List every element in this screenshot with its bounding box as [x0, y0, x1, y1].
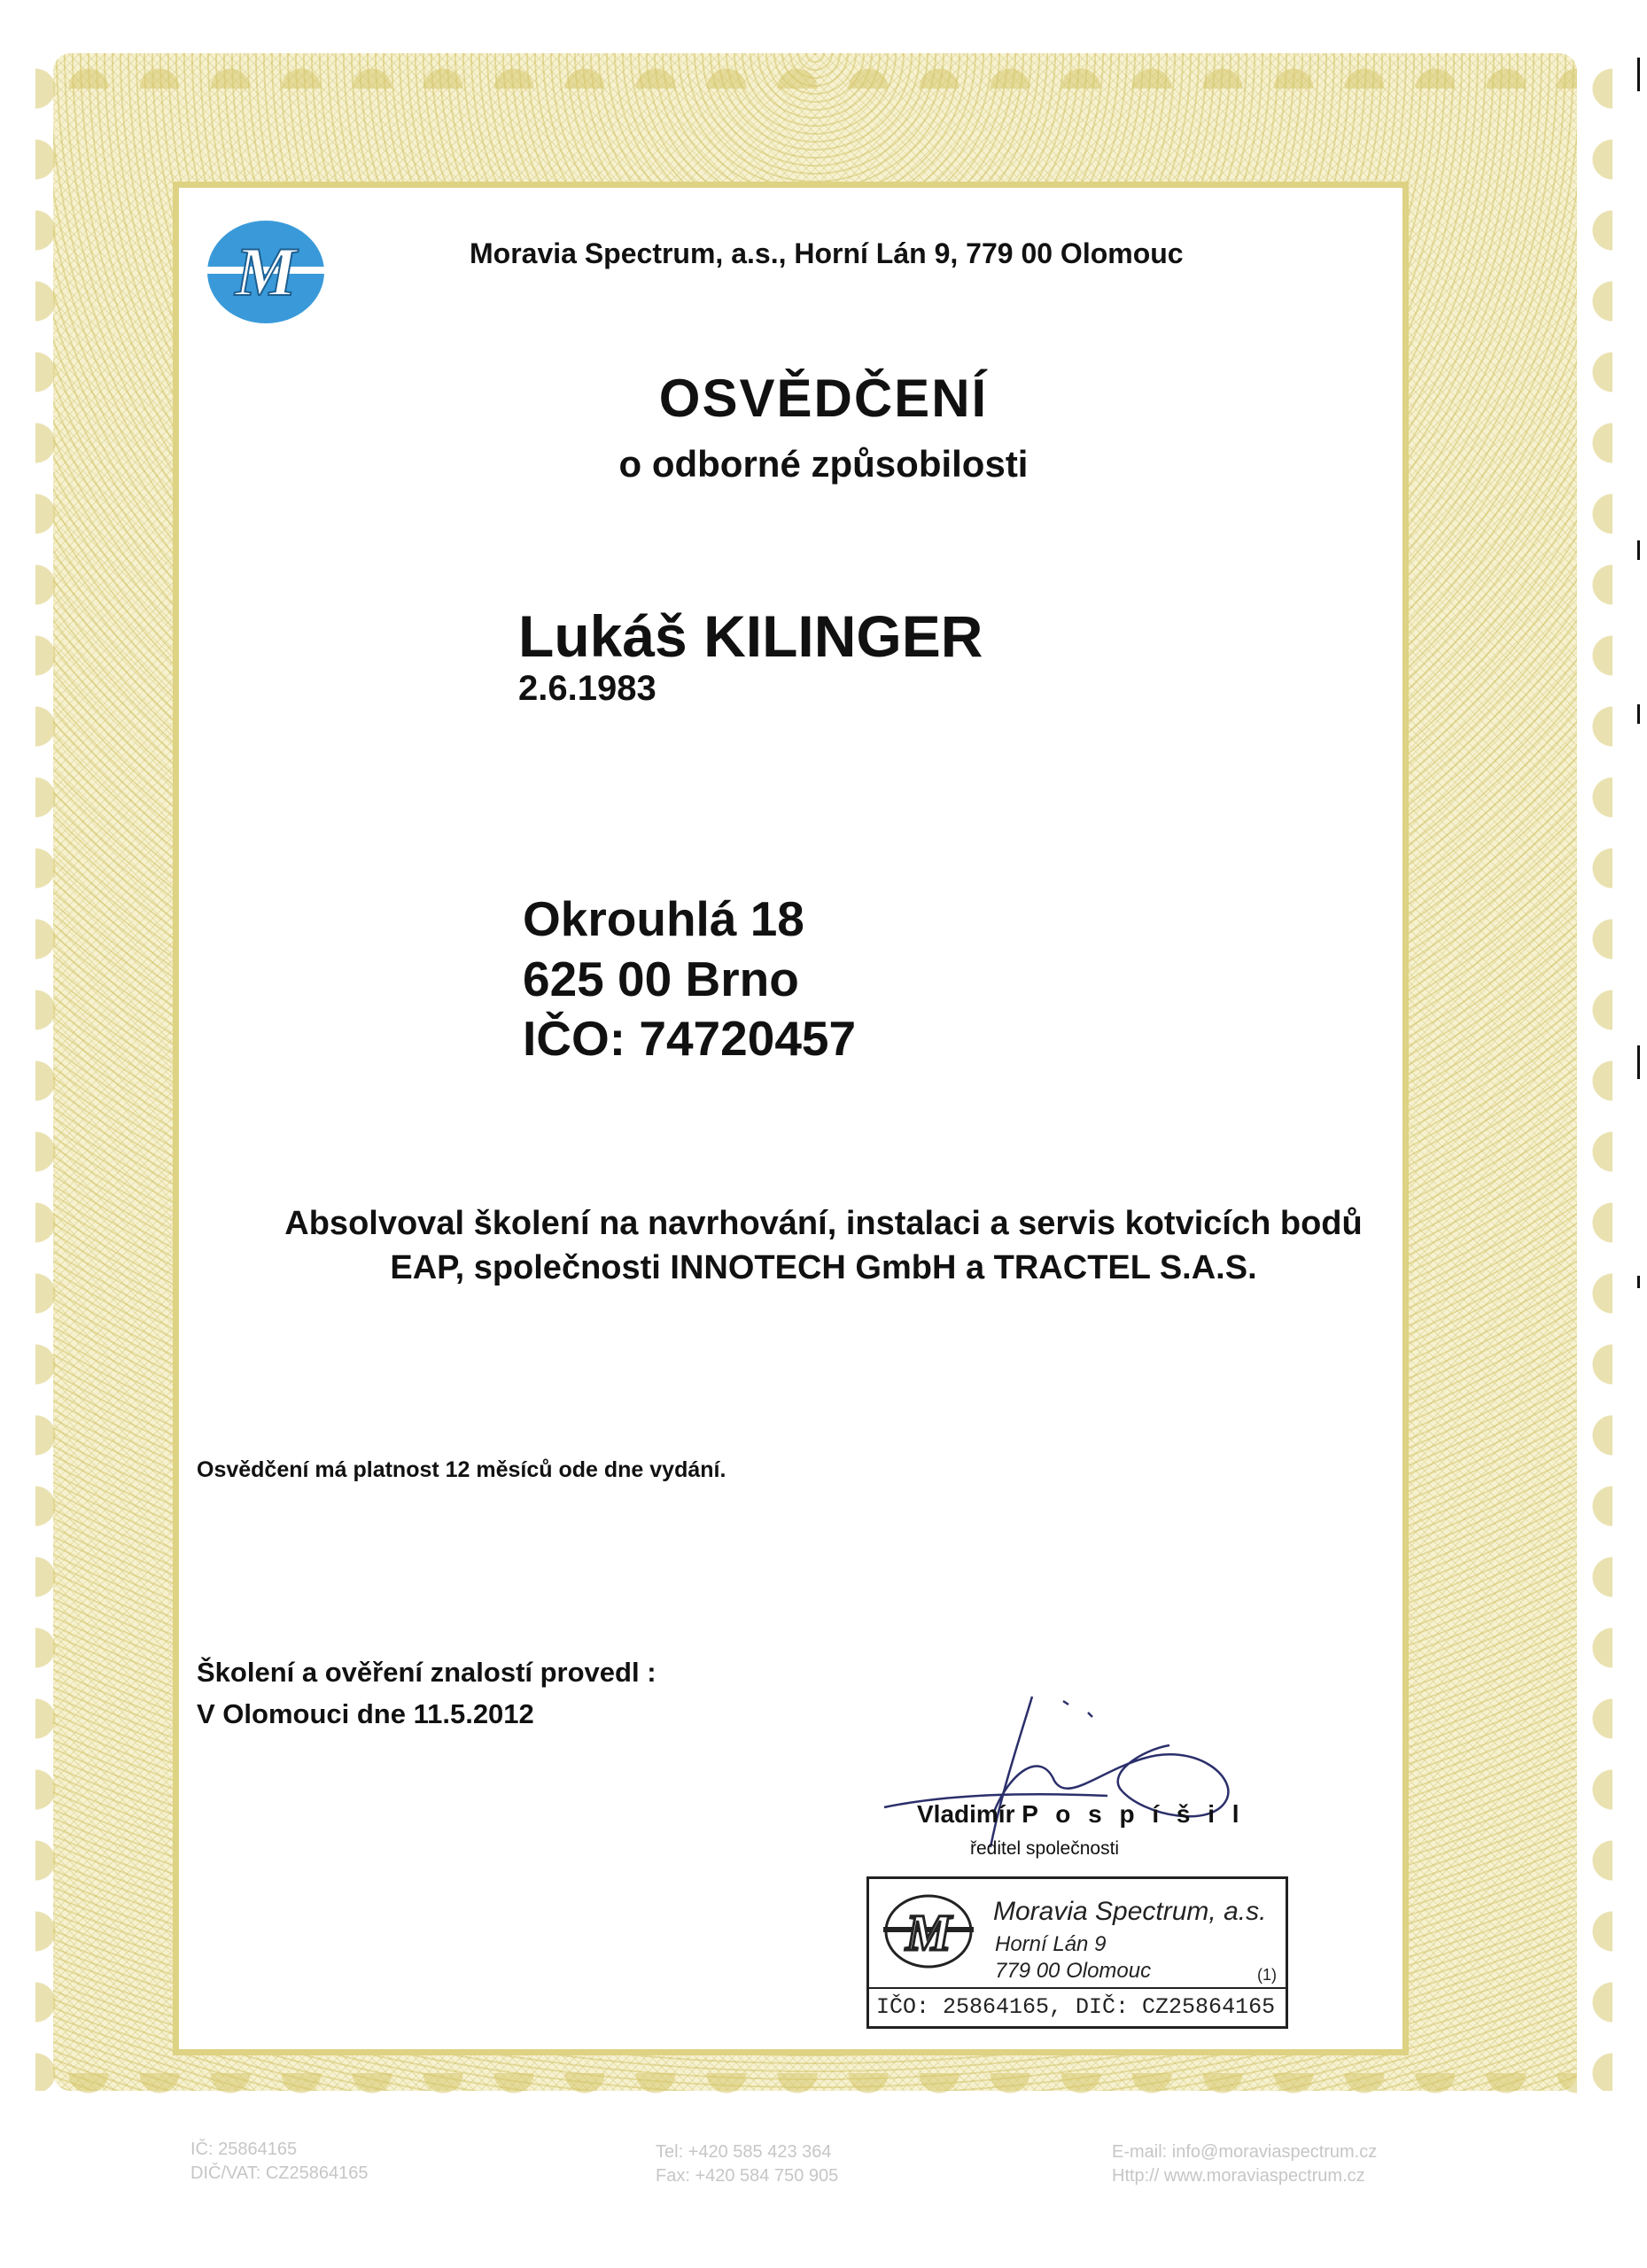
footer-fax: Fax: +420 584 750 905 — [656, 2166, 839, 2186]
svg-text:M: M — [235, 233, 297, 310]
scan-mark — [1637, 540, 1640, 560]
svg-text:M: M — [905, 1904, 952, 1961]
footer-web: Http:// www.moraviaspectrum.cz — [1112, 2166, 1365, 2186]
person-ico: IČO: 74720457 — [523, 1011, 857, 1066]
scan-mark — [1637, 58, 1640, 91]
signer-first-name: Vladimír — [917, 1800, 1015, 1828]
performed-by-label: Školení a ověření znalostí provedl : — [197, 1657, 656, 1688]
border-scallops-right — [1559, 53, 1612, 2091]
company-stamp — [866, 1876, 1288, 2029]
signer-last-name: P o s p í š i l — [1022, 1800, 1245, 1828]
stamp-company: Moravia Spectrum, a.s. — [993, 1897, 1267, 1926]
company-address-line: Moravia Spectrum, a.s., Horní Lán 9, 779 00 Olomouc — [470, 237, 1184, 269]
footer-ico: IČ: 25864165 — [190, 2140, 298, 2159]
border-scallops-left — [35, 53, 89, 2091]
stamp-street: Horní Lán 9 — [995, 1932, 1107, 1956]
stamp-city: 779 00 Olomouc — [995, 1959, 1152, 1983]
signer-name — [917, 1800, 1245, 1829]
certificate-subtitle: o odborné způsobilosti — [618, 443, 1029, 485]
training-line-2: EAP, společnosti INNOTECH GmbH a TRACTEL S.A.S. — [390, 1249, 1257, 1286]
validity-note: Osvědčení má platnost 12 měsíců ode dne vydání. — [197, 1457, 726, 1482]
issue-place-date: V Olomouci dne 11.5.2012 — [197, 1698, 534, 1729]
person-name: Lukáš KILINGER — [518, 603, 983, 669]
signer-role: ředitel společnosti — [970, 1838, 1120, 1859]
person-birth-date: 2.6.1983 — [518, 669, 656, 708]
address-city: 625 00 Brno — [523, 951, 799, 1006]
footer-email: E-mail: info@moraviaspectrum.cz — [1112, 2142, 1378, 2162]
address-street: Okrouhlá 18 — [523, 891, 804, 946]
scan-mark — [1637, 704, 1640, 724]
footer-dic: DIČ/VAT: CZ25864165 — [190, 2163, 369, 2183]
certificate-title: OSVĚDČENÍ — [658, 369, 989, 428]
border-scallops-bottom — [53, 2073, 1577, 2126]
stamp-number: (1) — [1257, 1966, 1277, 1984]
training-line-1: Absolvoval školení na navrhování, instalaci a servis kotvicích bodů — [284, 1205, 1363, 1242]
border-scallops-top — [53, 35, 1577, 89]
stamp-logo-icon — [882, 1891, 975, 1971]
stamp-ids: IČO: 25864165, DIČ: CZ25864165 — [876, 1994, 1276, 2020]
scan-mark — [1637, 1276, 1640, 1288]
scan-mark — [1637, 1045, 1640, 1079]
moravia-spectrum-logo-icon — [204, 217, 328, 328]
footer-tel: Tel: +420 585 423 364 — [656, 2142, 832, 2162]
